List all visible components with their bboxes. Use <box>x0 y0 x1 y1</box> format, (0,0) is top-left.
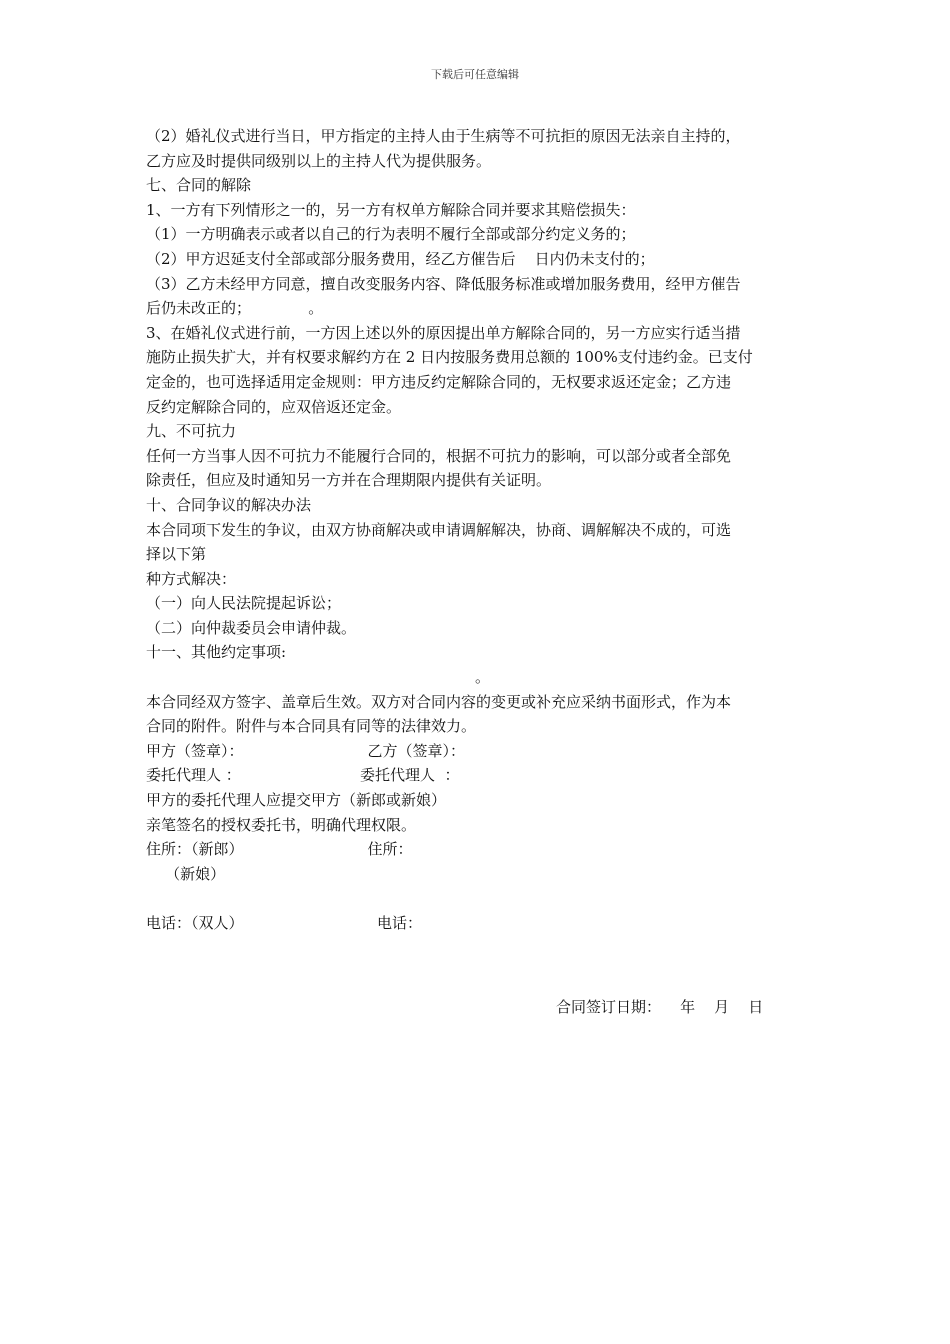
contract-line: 施防止损失扩大，并有权要求解约方在 2 日内按服务费用总额的 100%支付违约金。已支付 <box>146 348 753 367</box>
contract-line: 电话：（双人） 电话： <box>146 914 423 932</box>
contract-line: （新娘） <box>146 864 226 883</box>
contract-body <box>146 124 810 936</box>
contract-line: 种方式解决： <box>146 569 237 588</box>
contract-line: 亲笔签名的授权委托书，明确代理权限。 <box>146 815 417 834</box>
contract-line: 甲方（签章）： 乙方（签章）： <box>146 741 465 760</box>
contract-line: 本合同经双方签字、盖章后生效。双方对合同内容的变更或补充应采纳书面形式，作为本 <box>146 692 732 711</box>
contract-line: 3、在婚礼仪式进行前，一方因上述以外的原因提出单方解除合同的，另一方应实行适当措 <box>146 323 741 342</box>
contract-line: 1、一方有下列情形之一的，另一方有权单方解除合同并要求其赔偿损失： <box>146 200 636 219</box>
contract-line: 反约定解除合同的，应双倍返还定金。 <box>146 397 402 416</box>
contract-line: 任何一方当事人因不可抗力不能履行合同的，根据不可抗力的影响，可以部分或者全部免 <box>146 446 732 465</box>
contract-line: 委托代理人 ： 委托代理人 ： <box>146 766 460 785</box>
contract-line: 乙方应及时提供同级别以上的主持人代为提供服务。 <box>146 151 492 170</box>
contract-line: 合同的附件。附件与本合同具有同等的法律效力。 <box>146 717 477 736</box>
contract-line: 后仍未改正的； 。 <box>146 299 324 318</box>
contract-line: （1）一方明确表示或者以自己的行为表明不履行全部或部分约定义务的； <box>146 225 636 244</box>
contract-line: 择以下第 <box>146 545 207 564</box>
contract-line: 九、不可抗力 <box>146 422 237 441</box>
signing-date-line: 合同签订日期： 年 月 日 <box>556 998 764 1016</box>
contract-line: （一）向人民法院提起诉讼； <box>146 594 342 613</box>
page-header: 下载后可任意编辑 <box>431 68 519 81</box>
contract-line: 十、合同争议的解决办法 <box>146 495 312 514</box>
contract-line: 定金的，也可选择适用定金规则：甲方违反约定解除合同的，无权要求返还定金；乙方违 <box>146 372 732 391</box>
contract-line <box>146 886 810 911</box>
contract-line: 甲方的委托代理人应提交甲方（新郎或新娘） <box>146 791 447 810</box>
contract-line: （2）甲方迟延支付全部或部分服务费用，经乙方催告后 日内仍未支付的； <box>146 249 655 268</box>
contract-line: （3）乙方未经甲方同意，擅自改变服务内容、降低服务标准或增加服务费用，经甲方催告 <box>146 274 741 293</box>
contract-line: 。 <box>146 668 490 687</box>
contract-line: 住所：（新郎） 住所： <box>146 840 413 859</box>
contract-line: 十一、其他约定事项: <box>146 643 287 662</box>
contract-line: （二）向仲裁委员会申请仲裁。 <box>146 618 357 637</box>
contract-line: （2）婚礼仪式进行当日，甲方指定的主持人由于生病等不可抗拒的原因无法亲自主持的， <box>146 127 741 145</box>
contract-line: 除责任，但应及时通知另一方并在合理期限内提供有关证明。 <box>146 471 552 490</box>
contract-line: 本合同项下发生的争议，由双方协商解决或申请调解解决，协商、调解解决不成的，可选 <box>146 520 732 539</box>
contract-line: 七、合同的解除 <box>146 176 252 195</box>
